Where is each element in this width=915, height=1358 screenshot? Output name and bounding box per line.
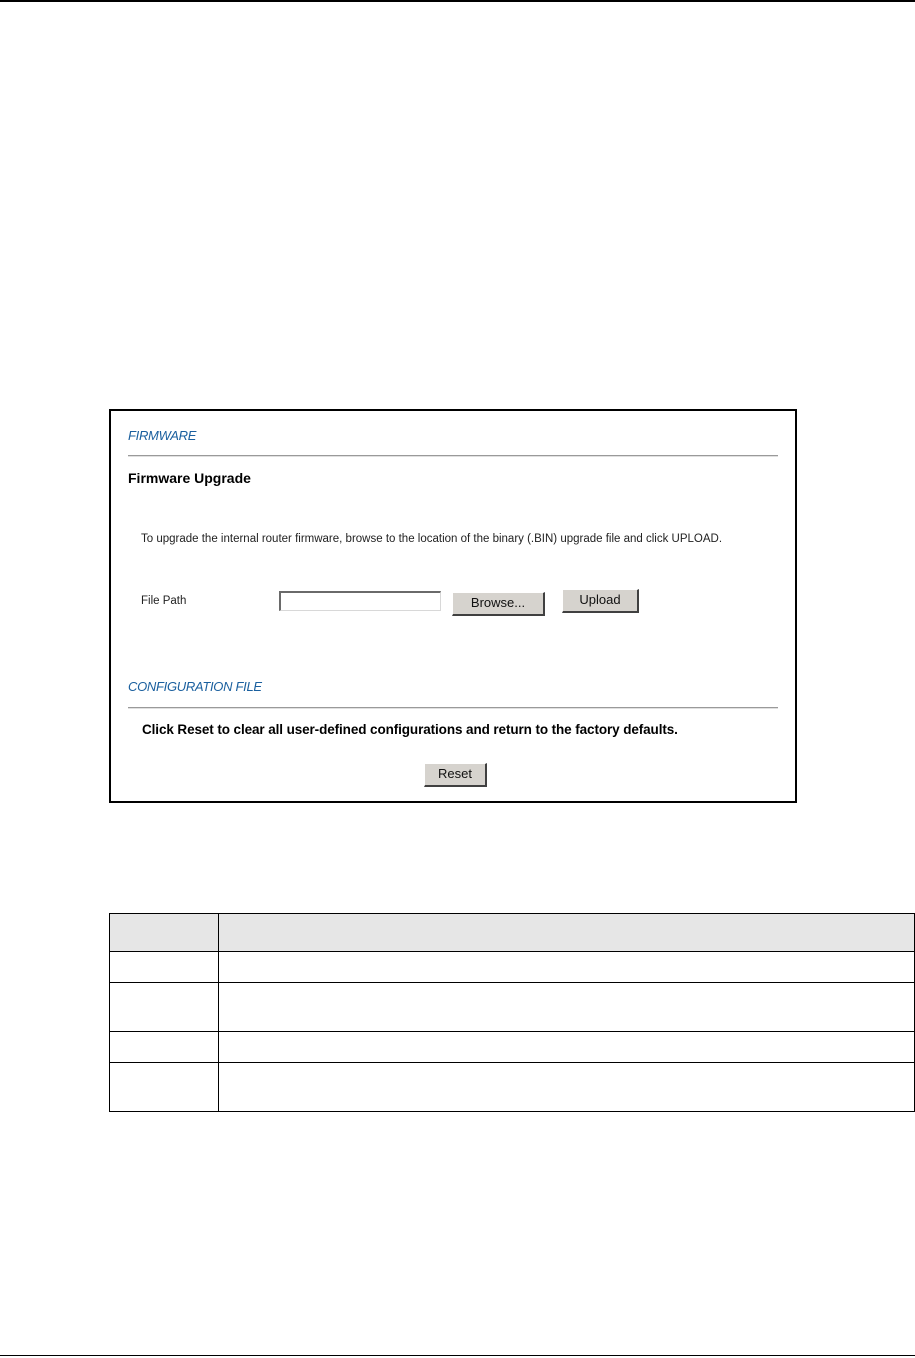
table-cell bbox=[110, 1063, 219, 1112]
firmware-upgrade-description: To upgrade the internal router firmware, browse to the location of the binary (.BIN) upgrade file and click UPLOAD. bbox=[141, 533, 723, 545]
table-row bbox=[110, 1032, 915, 1063]
table-row bbox=[110, 1063, 915, 1112]
table-cell bbox=[110, 983, 219, 1032]
table-cell bbox=[219, 1032, 915, 1063]
browse-button[interactable]: Browse... bbox=[452, 592, 545, 616]
page-top-rule bbox=[0, 0, 915, 2]
firmware-screenshot-panel bbox=[109, 409, 797, 803]
table-cell bbox=[219, 1063, 915, 1112]
file-path-input[interactable] bbox=[279, 591, 441, 611]
table-cell bbox=[110, 952, 219, 983]
firmware-section-divider bbox=[128, 455, 778, 457]
configuration-file-section-title: CONFIGURATION FILE bbox=[128, 679, 262, 694]
table-row bbox=[110, 952, 915, 983]
upload-button[interactable]: Upload bbox=[562, 589, 639, 613]
table-cell bbox=[219, 952, 915, 983]
field-description-table bbox=[109, 913, 915, 1112]
table-header-cell bbox=[219, 914, 915, 952]
firmware-upgrade-heading: Firmware Upgrade bbox=[128, 470, 251, 486]
table-cell bbox=[110, 1032, 219, 1063]
table-header-cell bbox=[110, 914, 219, 952]
reset-notice: Click Reset to clear all user-defined configurations and return to the factory defaults. bbox=[142, 722, 678, 737]
reset-button[interactable]: Reset bbox=[424, 763, 487, 787]
firmware-section-title: FIRMWARE bbox=[128, 428, 197, 443]
page-bottom-rule bbox=[0, 1355, 915, 1356]
table-header-row bbox=[110, 914, 915, 952]
configuration-section-divider bbox=[128, 707, 778, 709]
table-cell bbox=[219, 983, 915, 1032]
table-row bbox=[110, 983, 915, 1032]
file-path-label: File Path bbox=[141, 595, 187, 607]
